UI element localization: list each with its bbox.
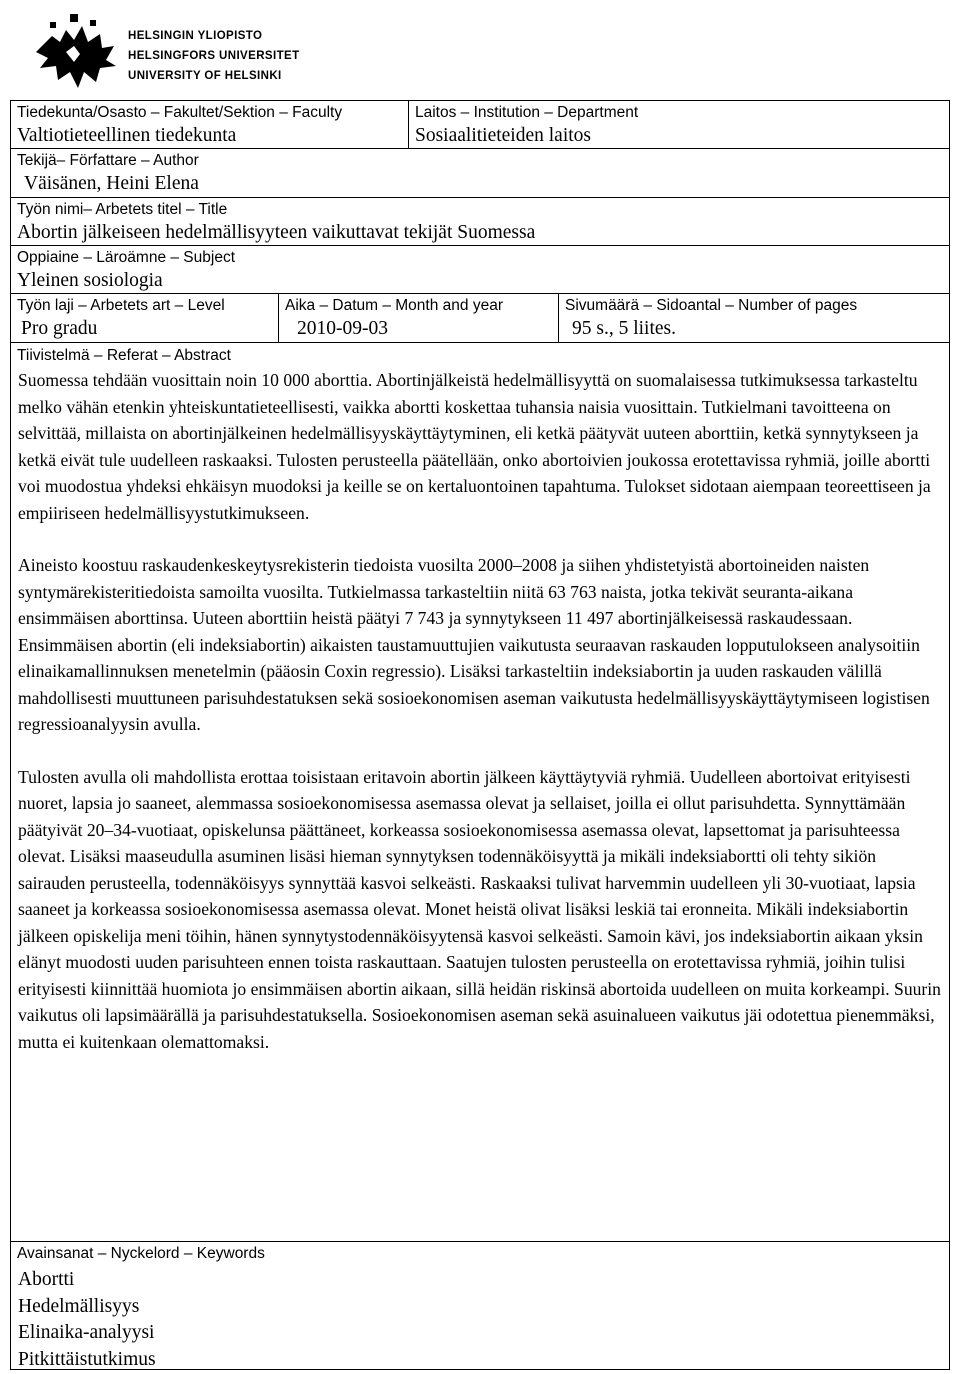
abstract-label: Tiivistelmä – Referat – Abstract bbox=[17, 347, 231, 364]
university-logo-flame-icon bbox=[30, 12, 120, 92]
university-name bbox=[128, 26, 300, 86]
abstract-form bbox=[10, 100, 950, 1370]
title-row bbox=[11, 198, 949, 246]
author-row bbox=[11, 149, 949, 198]
abstract-paragraph-1: Suomessa tehdään vuosittain noin 10 000 aborttia. Abortinjälkeistä hedelmällisyyttä on suomalaisessa tutkimuksessa tarkasteltu melko vähän etenkin yhteiskuntatieteellisesti, vaikka abortti koskettaa tuhansia naisia vuosittain. Tutkielmani tavoitteena on selvittää, millaista on abortinjälkeinen hedelmällisyyskäyttäytyminen, eli ketkä päätyvät uuteen aborttiin, ketkä synnytykseen ja ketkä eivät tule uudelleen raskaaksi. Tulosten perusteella päätellään, onko abortoivien joukossa erotettavissa ryhmiä, joille abortti voi muodostua yhdeksi ehkäisyn muodoksi ja keille se on kertaluontoinen tapahtuma. Tulokset sidotaan aiempaan teoreettiseen ja empiiriseen hedelmällisyystutkimukseen. bbox=[18, 370, 931, 523]
keyword-item: Hedelmällisyys bbox=[18, 1295, 140, 1317]
date-label: Aika – Datum – Month and year bbox=[285, 297, 503, 314]
level-value: Pro gradu bbox=[21, 318, 98, 339]
abstract-paragraph-2: Aineisto koostuu raskaudenkeskeytysrekisterin tiedoista vuosilta 2000–2008 ja siihen yhdistetyistä abortoineiden naisten syntymärekisteritiedoista samoilta vuosilta. Tutkielmassa tarkasteltiin niitä 63 763 naista, jotka tekivät seuranta-aikana ensimmäisen aborttinsa. Uuteen aborttiin heistä päätyi 7 743 ja synnytykseen 11 497 abortinjälkeisessä raskaudessaan. Ensimmäisen abortin (eli indeksiabortin) aikaisten taustamuuttujien vaikutusta seuraavan raskauden lopputulokseen analysoitiin elinaikamallinnuksen menetelmin (pääosin Coxin regressio). Lisäksi tarkasteltiin indeksiabortin ja uuden raskauden välillä mahdollisesti muuttuneen parisuhdestatuksen sekä sosioekonomisen aseman vaikutusta hedelmällisyyskäyttäytymiseen logistisen regressioanalyysin avulla. bbox=[18, 555, 930, 734]
date-value: 2010-09-03 bbox=[297, 318, 388, 339]
subject-row bbox=[11, 246, 949, 294]
title-value: Abortin jälkeiseen hedelmällisyyteen vaikuttavat tekijät Suomessa bbox=[17, 222, 536, 243]
keyword-item: Elinaika-analyysi bbox=[18, 1322, 155, 1343]
pages-value: 95 s., 5 liites. bbox=[572, 318, 677, 339]
university-name-fi: HELSINGIN YLIOPISTO bbox=[128, 30, 263, 42]
pages-cell bbox=[559, 294, 949, 342]
subject-label: Oppiaine – Läroämne – Subject bbox=[17, 249, 236, 266]
level-label: Työn laji – Arbetets art – Level bbox=[17, 297, 225, 314]
abstract-text bbox=[18, 367, 942, 1055]
faculty-cell bbox=[11, 101, 409, 148]
faculty-value: Valtiotieteellinen tiedekunta bbox=[17, 125, 237, 146]
level-date-pages-row bbox=[11, 294, 949, 343]
university-name-en: UNIVERSITY OF HELSINKI bbox=[128, 70, 282, 82]
department-value: Sosiaalitieteiden laitos bbox=[415, 125, 592, 146]
keyword-item: Abortti bbox=[18, 1269, 75, 1290]
university-name-sv: HELSINGFORS UNIVERSITET bbox=[128, 50, 300, 62]
level-cell bbox=[11, 294, 279, 342]
department-cell bbox=[409, 101, 949, 148]
pages-label: Sivumäärä – Sidoantal – Number of pages bbox=[565, 297, 858, 314]
author-value: Väisänen, Heini Elena bbox=[24, 173, 199, 194]
faculty-department-row bbox=[11, 101, 949, 149]
keywords-label: Avainsanat – Nyckelord – Keywords bbox=[17, 1245, 265, 1262]
subject-value: Yleinen sosiologia bbox=[17, 270, 163, 291]
abstract-paragraph-3: Tulosten avulla oli mahdollista erottaa toisistaan eritavoin abortin jälkeen käyttäytyviä ryhmiä. Uudelleen abortoivat erityisesti nuoret, lapsia jo saaneet, alemmassa sosioekonomisessa asemassa olevat ja sellaiset, joilla ei ollut parisuhdetta. Synnyttämään päätyivät 20–34-vuotiaat, opiskelunsa päättäneet, korkeassa sosioekonomisessa asemassa olevat, lapsettomat ja parisuhteessa olevat. Lisäksi maaseudulla asuminen lisäsi hieman synnytyksen todennäköisyyttä ja mikäli indeksiabortti oli tehty sikiön sairauden perusteella, todennäköisyys synnyttää kasvoi selkeästi. Raskaaksi tulivat harvemmin uudelleen yli 30-vuotiaat, lapsia saaneet ja korkeassa sosioekonomisessa asemassa olevat. Monet heistä olivat lisäksi leskiä tai eronneita. Mikäli indeksiabortin jälkeen opiskelija meni töihin, hänen synnytystodennäköisyytensä kasvoi selkeästi. Samoin kävi, jos indeksiabortin aikaan yksin elänyt muodosti uuden parisuhteen ennen toista raskauttaan. Saatujen tulosten perusteella on erotettavissa ryhmiä, joihin tulisi erityisesti kiinnittää huomiota jo ensimmäisen abortin aikaan, sillä heidän riskinsä abortoida uudelleen on muita korkeampi. Suurin vaikutus oli lapsimäärällä ja parisuhdestatuksella. Sosioekonomisen aseman sekä asuinalueen vaikutus jäi odotettua pienemmäksi, mutta ei kuitenkaan olemattomaksi. bbox=[18, 766, 941, 1052]
university-header bbox=[30, 12, 430, 92]
title-label: Työn nimi– Arbetets titel – Title bbox=[17, 201, 228, 218]
faculty-label: Tiedekunta/Osasto – Fakultet/Sektion – Faculty bbox=[17, 104, 343, 121]
date-cell bbox=[279, 294, 559, 342]
department-label: Laitos – Institution – Department bbox=[415, 104, 639, 121]
keyword-item: Pitkittäistutkimus bbox=[18, 1348, 156, 1370]
author-label: Tekijä– Författare – Author bbox=[17, 152, 199, 169]
keywords-list bbox=[18, 1267, 156, 1373]
keywords-section bbox=[11, 1241, 949, 1370]
